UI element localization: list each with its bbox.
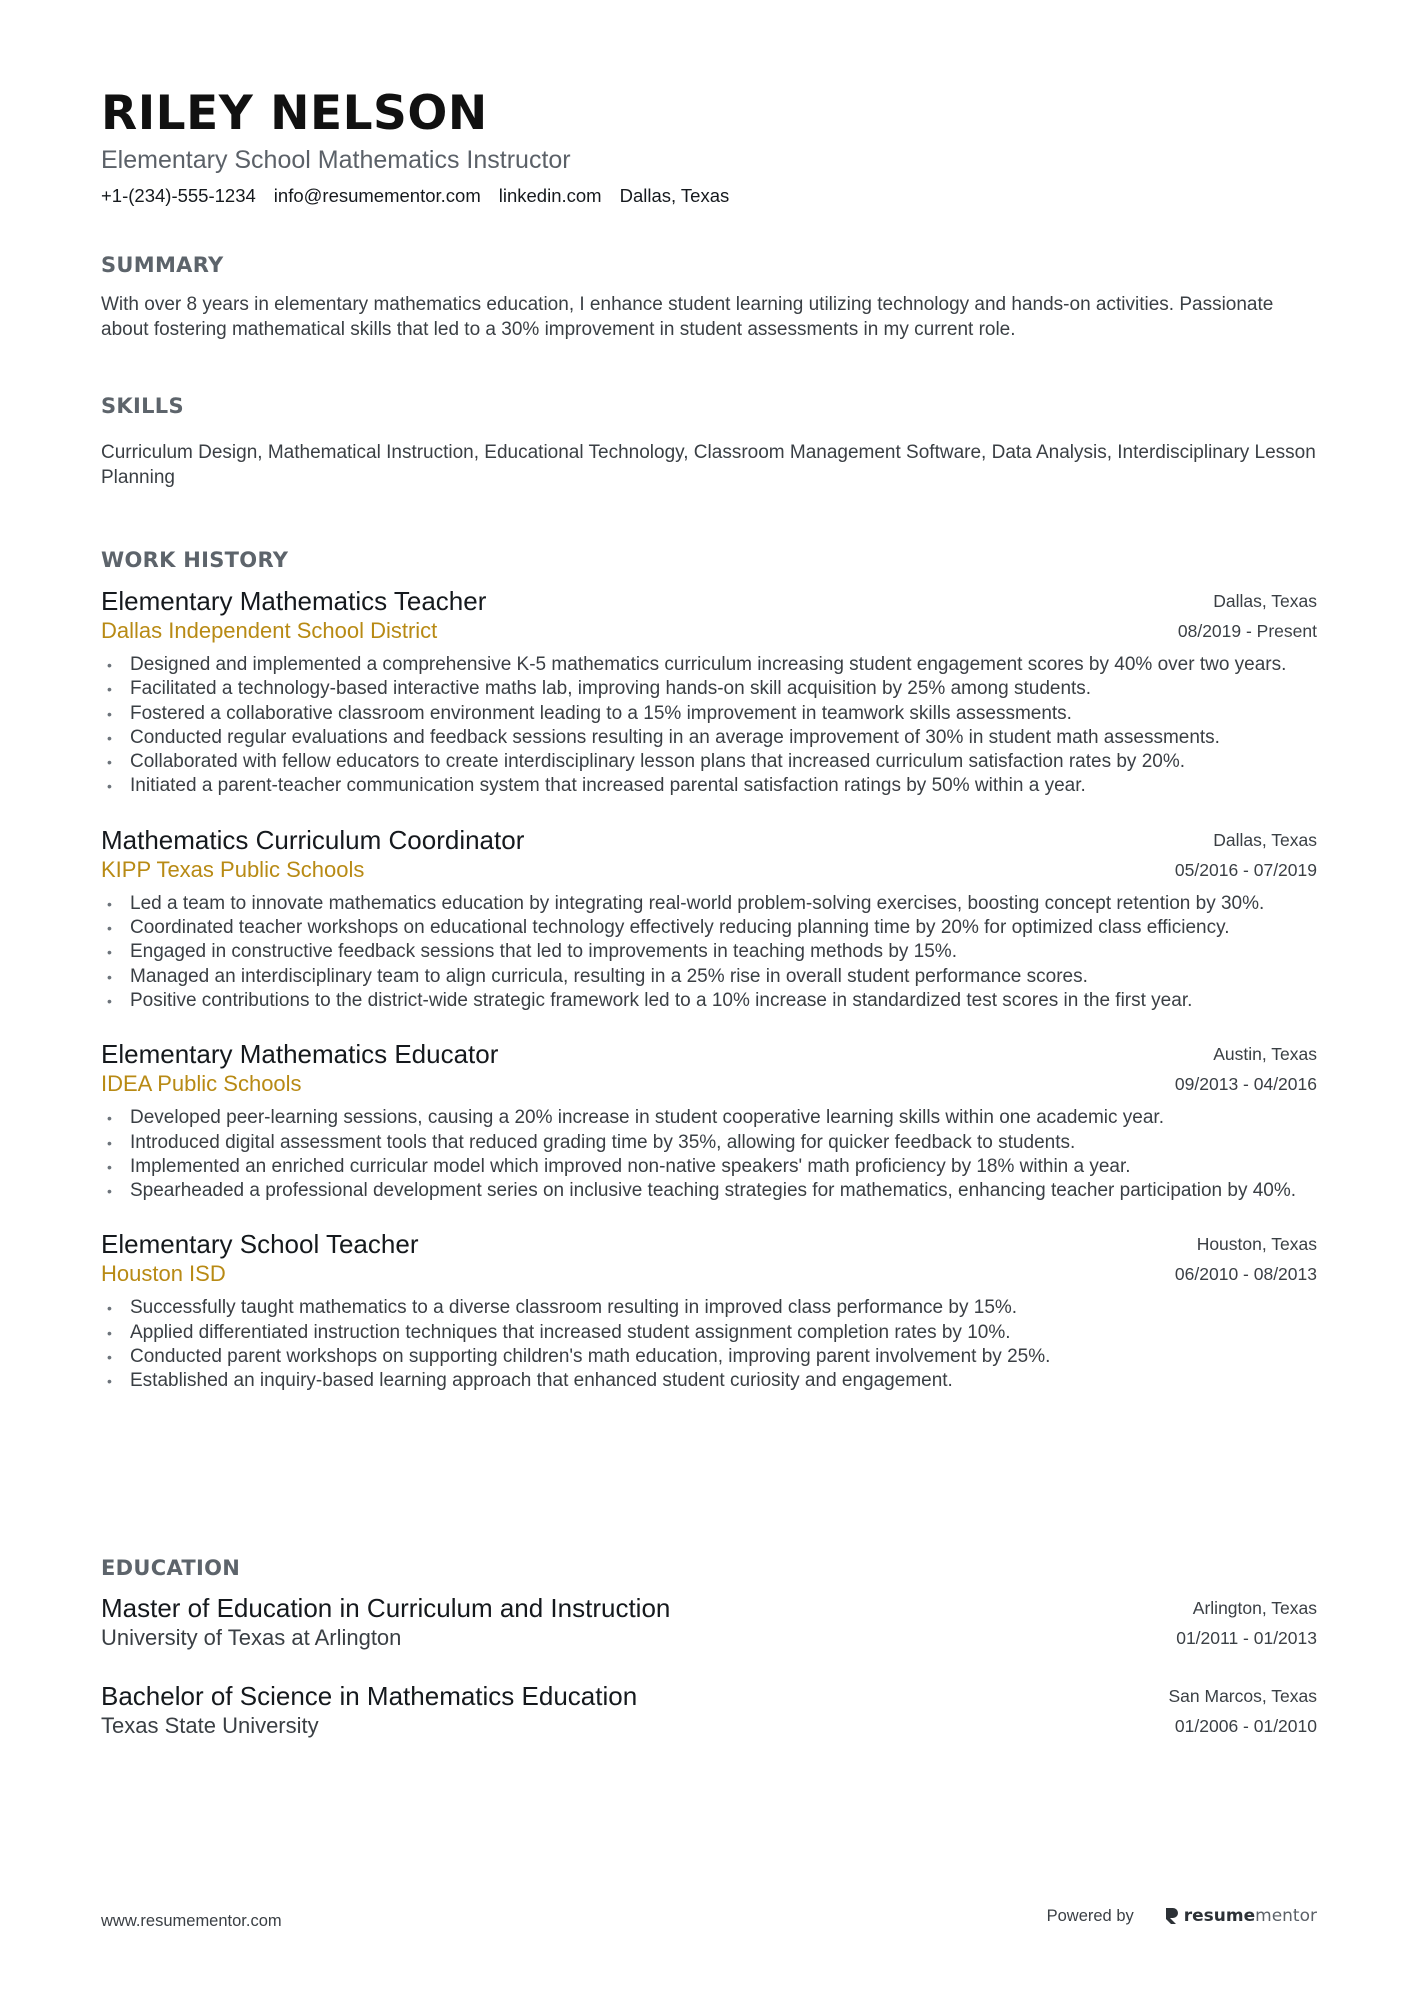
- job-entry: [101, 825, 1317, 1013]
- bullet-dot-icon: •: [107, 992, 112, 1009]
- education-location: San Marcos, Texas: [1168, 1686, 1317, 1706]
- list-item: • Successfully taught mathematics to a diverse classroom resulting in improved class performance by 15%.: [101, 1296, 1317, 1320]
- job-meta: [1178, 586, 1317, 646]
- job-location: Dallas, Texas: [1213, 591, 1317, 611]
- brand-part2: mentor: [1255, 1906, 1317, 1926]
- education-section: [101, 1555, 1317, 1741]
- degree-title: Master of Education in Curriculum and Instruction: [101, 1593, 671, 1623]
- resume-header: [101, 86, 1317, 207]
- list-item: • Managed an interdisciplinary team to align curricula, resulting in a 25% rise in overall student performance scores.: [101, 965, 1317, 989]
- degree-title: Bachelor of Science in Mathematics Education: [101, 1681, 638, 1711]
- candidate-name: RILEY NELSON: [101, 86, 488, 141]
- education-entry: [101, 1681, 1317, 1741]
- job-bullets: [101, 1106, 1317, 1203]
- job-dates: 09/2013 - 04/2016: [1174, 1074, 1317, 1095]
- job-header: [101, 825, 1317, 885]
- bullet-dot-icon: •: [107, 1158, 112, 1175]
- education-dates: 01/2006 - 01/2010: [1174, 1716, 1317, 1736]
- education-meta: [1176, 1593, 1317, 1653]
- bullet-dot-icon: •: [107, 657, 112, 673]
- job-location: Dallas, Texas: [1213, 829, 1317, 850]
- job-location: Austin, Texas: [1213, 1044, 1317, 1065]
- list-item: • Conducted regular evaluations and feedback sessions resulting in an average improvement of 30% in student math assessments.: [101, 726, 1317, 750]
- list-item: • Spearheaded a professional development series on inclusive teaching strategies for mathematics, enhancing teacher participation by 40%.: [101, 1179, 1317, 1203]
- job-employer: Dallas Independent School District: [101, 618, 438, 643]
- education-header: [101, 1593, 1317, 1653]
- job-meta: [1175, 1039, 1317, 1099]
- list-item: • Designed and implemented a comprehensive K-5 mathematics curriculum increasing student engagement scores by 40% over two years.: [101, 653, 1317, 677]
- job-employer: KIPP Texas Public Schools: [101, 856, 365, 882]
- summary-section: [101, 252, 1317, 342]
- contact-row: [101, 185, 1317, 207]
- bullet-dot-icon: •: [107, 1324, 112, 1341]
- list-item: • Applied differentiated instruction techniques that increased student assignment completion rates by 10%.: [101, 1321, 1317, 1345]
- powered-by-label: Powered by: [1046, 1906, 1134, 1925]
- job-title: Mathematics Curriculum Coordinator: [101, 824, 525, 855]
- job-meta: [1175, 1229, 1317, 1289]
- contact-phone: +1-(234)-555-1234: [101, 185, 256, 206]
- job-header: [101, 1039, 1317, 1099]
- list-item: • Initiated a parent-teacher communication system that increased parental satisfaction ratings by 50% within a year.: [101, 774, 1317, 798]
- summary-text: With over 8 years in elementary mathematics education, I enhance student learning utilizing technology and hands-on activities. Passionate about fostering mathematical skills that led to a 30% improvement in student assessments in my current role.: [101, 294, 1274, 340]
- job-bullets: [101, 653, 1317, 799]
- work-history-section: [101, 547, 1317, 1394]
- job-bullets: [101, 1296, 1317, 1393]
- education-meta: [1169, 1681, 1318, 1741]
- bullet-dot-icon: •: [107, 729, 112, 746]
- job-employer: Houston ISD: [101, 1261, 226, 1287]
- list-item: • Fostered a collaborative classroom environment leading to a 15% improvement in teamwork skills assessments.: [101, 702, 1317, 726]
- bullet-dot-icon: •: [107, 968, 112, 985]
- contact-location: Dallas, Texas: [619, 185, 730, 206]
- resumementor-logo-icon: [1164, 1906, 1180, 1926]
- bullet-dot-icon: •: [107, 681, 112, 698]
- job-header: [101, 586, 1317, 646]
- job-dates: 05/2016 - 07/2019: [1174, 859, 1317, 880]
- bullet-dot-icon: •: [107, 1183, 112, 1200]
- footer-branding: [1047, 1906, 1317, 1926]
- job-title: Elementary Mathematics Teacher: [101, 586, 487, 616]
- education-title: EDUCATION: [101, 1556, 241, 1580]
- bullet-dot-icon: •: [107, 1134, 112, 1151]
- job-entry: [101, 1039, 1317, 1203]
- bullet-dot-icon: •: [107, 778, 112, 795]
- list-item: • Positive contributions to the district-wide strategic framework led to a 10% increase in standardized test scores in the first year.: [101, 989, 1317, 1013]
- job-entry: [101, 586, 1317, 799]
- job-entry: [101, 1229, 1317, 1393]
- list-item: • Led a team to innovate mathematics education by integrating real-world problem-solving exercises, boosting concept retention by 30%.: [101, 892, 1317, 916]
- list-item: • Engaged in constructive feedback sessions that led to improvements in teaching methods by 15%.: [101, 940, 1317, 964]
- summary-title: SUMMARY: [101, 253, 224, 277]
- list-item: • Implemented an enriched curricular model which improved non-native speakers' math proficiency by 18% within a year.: [101, 1155, 1317, 1179]
- bullet-dot-icon: •: [107, 754, 112, 771]
- bullet-dot-icon: •: [107, 1300, 112, 1317]
- job-meta: [1175, 825, 1317, 885]
- bullet-dot-icon: •: [107, 944, 112, 961]
- job-title: Elementary Mathematics Educator: [101, 1039, 499, 1070]
- bullet-dot-icon: •: [107, 1110, 112, 1127]
- education-location: Arlington, Texas: [1192, 1598, 1317, 1618]
- list-item: • Facilitated a technology-based interactive maths lab, improving hands-on skill acquisition by 25% among students.: [101, 677, 1317, 701]
- list-item: • Developed peer-learning sessions, causing a 20% increase in student cooperative learning skills within one academic year.: [101, 1106, 1317, 1130]
- bullet-dot-icon: •: [107, 1349, 112, 1366]
- skills-section: [101, 393, 1317, 490]
- education-entry: [101, 1593, 1317, 1653]
- job-employer: IDEA Public Schools: [101, 1071, 302, 1097]
- education-dates: 01/2011 - 01/2013: [1176, 1628, 1317, 1648]
- list-item: • Introduced digital assessment tools that reduced grading time by 35%, allowing for quicker feedback to students.: [101, 1131, 1317, 1155]
- job-location: Houston, Texas: [1196, 1234, 1317, 1255]
- job-bullets: [101, 892, 1317, 1013]
- school-name: Texas State University: [101, 1713, 319, 1738]
- job-title: Elementary School Teacher: [101, 1229, 419, 1260]
- list-item: • Conducted parent workshops on supporting children's math education, improving parent involvement by 25%.: [101, 1345, 1317, 1369]
- footer-website[interactable]: www.resumementor.com: [101, 1912, 282, 1930]
- skills-text: Curriculum Design, Mathematical Instruction, Educational Technology, Classroom Management Software, Data Analysis, Interdisciplinary Lesson Planning: [101, 442, 1316, 488]
- resume-page: [101, 86, 1317, 1738]
- bullet-dot-icon: •: [107, 895, 112, 912]
- job-dates: 06/2010 - 08/2013: [1174, 1264, 1317, 1285]
- bullet-dot-icon: •: [107, 705, 112, 722]
- list-item: • Collaborated with fellow educators to create interdisciplinary lesson plans that increased curriculum satisfaction rates by 20%.: [101, 750, 1317, 774]
- brand-part1: resume: [1183, 1906, 1256, 1926]
- bullet-dot-icon: •: [107, 1373, 112, 1390]
- list-item: • Established an inquiry-based learning approach that enhanced student curiosity and engagement.: [101, 1369, 1317, 1393]
- list-item: • Coordinated teacher workshops on educational technology effectively reducing planning time by 20% for optimized class efficiency.: [101, 916, 1317, 940]
- contact-linkedin: linkedin.com: [498, 185, 602, 206]
- skills-title: SKILLS: [101, 394, 184, 418]
- job-header: [101, 1229, 1317, 1289]
- job-dates: 08/2019 - Present: [1177, 621, 1317, 641]
- brand-logo[interactable]: [1164, 1906, 1317, 1926]
- candidate-headline: Elementary School Mathematics Instructor: [101, 146, 571, 174]
- school-name: University of Texas at Arlington: [101, 1625, 402, 1650]
- contact-email: info@resumementor.com: [273, 185, 481, 206]
- work-history-title: WORK HISTORY: [101, 548, 289, 572]
- bullet-dot-icon: •: [107, 920, 112, 937]
- education-header: [101, 1681, 1317, 1741]
